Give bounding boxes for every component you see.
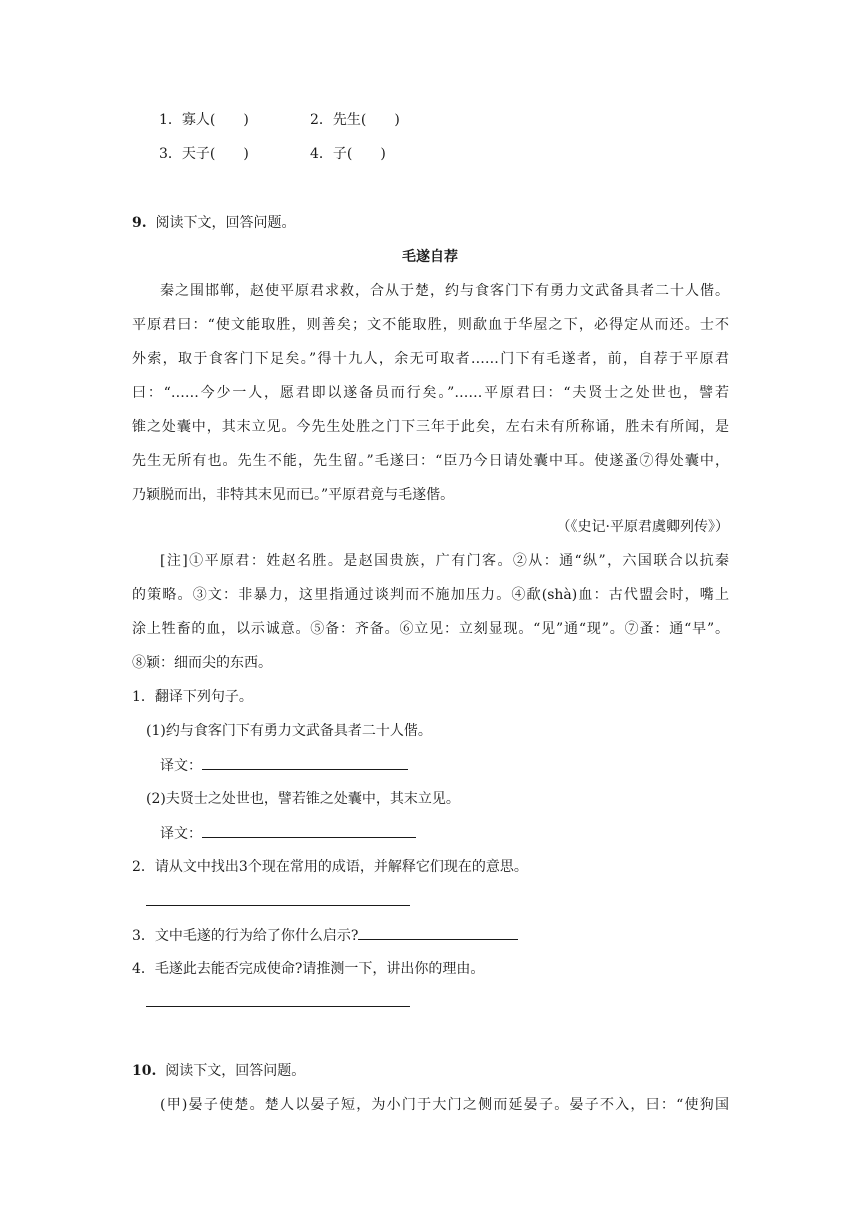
passage-line: 外索，取于食客门下足矣。”得十九人，余无可取者……门下有毛遂者，前，自荐于平原君	[132, 351, 729, 367]
translation-label: 译文：	[160, 758, 202, 774]
vocab-item-1: 1．寡人( )	[159, 112, 249, 128]
note-line: 的策略。③文：非暴力，这里指通过谈判而不施加压力。④歃(shà)血：古代盟会时，嘴上	[132, 587, 729, 603]
answer-blank[interactable]	[358, 925, 518, 940]
question-9-heading	[132, 213, 296, 233]
passage-line: 曰：“……今少一人，愿君即以遂备员而行矣。”……平原君曰：“夫贤士之处世也，譬若	[132, 385, 729, 401]
passage-line: 秦之围邯郸，赵使平原君求救，合从于楚，约与食客门下有勇力文武备具者二十人偕。	[160, 283, 729, 299]
passage-line: 平原君曰：“使文能取胜，则善矣；文不能取胜，则歃血于华屋之下，必得定从而还。士不	[132, 317, 729, 333]
translation-line-2	[160, 823, 416, 844]
question-number: 10.	[132, 1063, 157, 1079]
passage-line: 先生无所有也。先生不能，先生留。”毛遂曰：“臣乃今日请处囊中耳。使遂蚤⑦得处囊中，	[132, 453, 729, 469]
vocab-item-4: 4．子( )	[310, 146, 386, 162]
subquestion-3	[132, 925, 518, 946]
translation-label: 译文：	[160, 826, 202, 842]
subquestion-1: 1．翻译下列句子。	[132, 689, 253, 705]
translation-line-1	[160, 755, 408, 776]
subquestion-2: 2．请从文中找出3个现在常用的成语，并解释它们现在的意思。	[132, 859, 528, 875]
question-number: 9.	[132, 215, 147, 231]
passage-source: （《史记·平原君虞卿列传》）	[556, 519, 729, 535]
passage-line: 乃颖脱而出，非特其末见而已。”平原君竟与毛遂偕。	[132, 487, 455, 503]
subquestion-4: 4．毛遂此去能否完成使命?请推测一下，讲出你的理由。	[132, 961, 485, 977]
question-prompt: 阅读下文，回答问题。	[165, 1063, 306, 1079]
subquestion-1b: (2)夫贤士之处世也，譬若锥之处囊中，其末立见。	[146, 791, 460, 807]
answer-blank[interactable]	[202, 755, 408, 770]
answer-blank[interactable]	[202, 823, 416, 838]
subquestion-3-text: 3．文中毛遂的行为给了你什么启示?	[132, 928, 359, 944]
question-prompt: 阅读下文，回答问题。	[155, 215, 296, 231]
question-10-heading	[132, 1061, 305, 1081]
subquestion-1a: (1)约与食客门下有勇力文武备具者二十人偕。	[146, 723, 432, 739]
passage-line: 锥之处囊中，其末立见。今先生处胜之门下三年于此矣，左右未有所称诵，胜未有所闻，是	[132, 419, 729, 435]
note-line: ⑧颖：细而尖的东西。	[132, 655, 272, 671]
passage-line: (甲)晏子使楚。楚人以晏子短，为小门于大门之侧而延晏子。晏子不入，曰：“使狗国	[160, 1097, 729, 1113]
answer-line[interactable]	[146, 1006, 410, 1007]
note-line: [注]①平原君：姓赵名胜。是赵国贵族，广有门客。②从：通“纵”，六国联合以抗秦	[160, 553, 729, 569]
answer-line[interactable]	[146, 905, 410, 906]
vocab-item-2: 2．先生( )	[310, 112, 400, 128]
note-line: 涂上牲畜的血，以示诚意。⑤备：齐备。⑥立见：立刻显现。“见”通“现”。⑦蚤：通“早”。	[132, 621, 729, 637]
passage-title: 毛遂自荐	[402, 249, 458, 265]
vocab-item-3: 3．天子( )	[159, 146, 249, 162]
